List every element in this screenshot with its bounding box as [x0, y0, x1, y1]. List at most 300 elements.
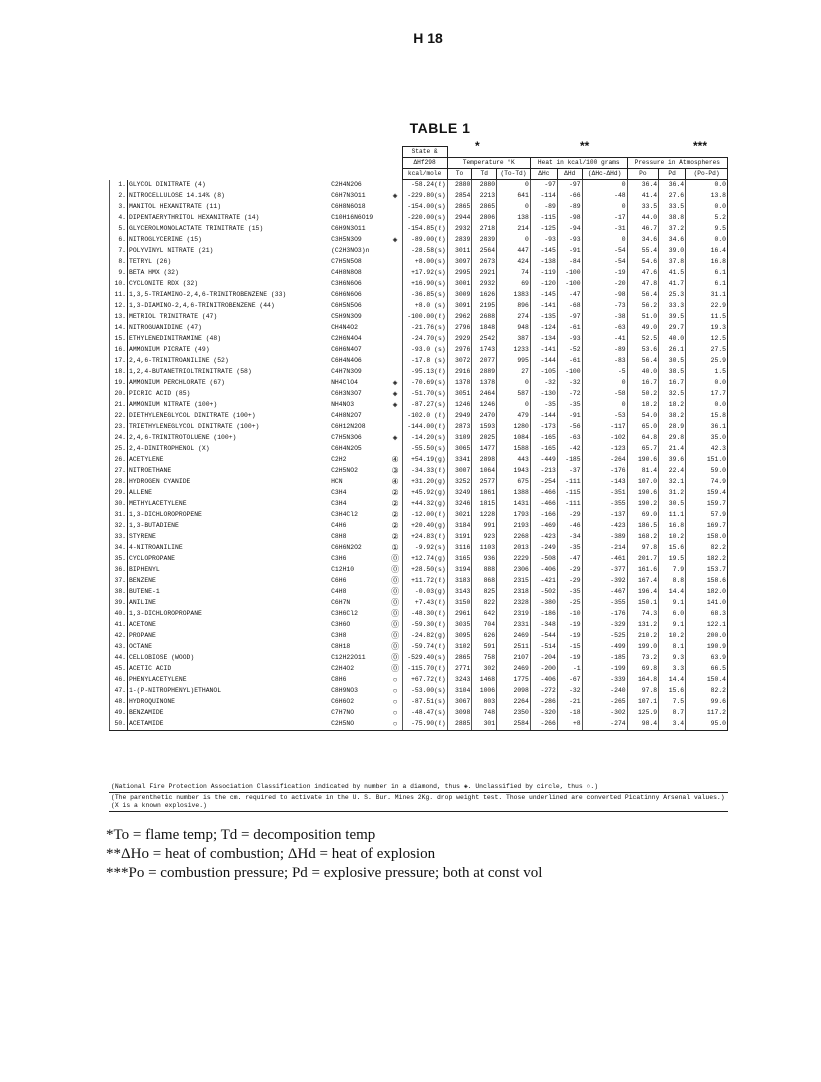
formula: C2H5NO2: [331, 467, 358, 475]
heat-of-combustion: -466: [530, 488, 557, 499]
row-number: 33.: [110, 532, 128, 543]
formula: C2H4O2: [331, 665, 355, 673]
combustion-pressure: 125.9: [627, 708, 659, 719]
explosive-pressure: 36.4: [659, 180, 686, 192]
heat-difference: -48: [582, 191, 627, 202]
decomposition-temp: 2921: [472, 268, 497, 279]
decomposition-temp: 1861: [472, 488, 497, 499]
heat-of-combustion: -406: [530, 565, 557, 576]
temp-difference: 2331: [497, 620, 531, 631]
heat-of-formation: +67.72(ℓ): [402, 675, 447, 686]
nfpa-class: ⓪: [391, 642, 400, 652]
table-title: TABLE 1: [409, 120, 471, 136]
compound-name: BENZENE: [128, 576, 331, 587]
combustion-pressure: 65.7: [627, 444, 659, 455]
decomposition-temp: 923: [472, 532, 497, 543]
heat-of-formation: -53.00(s): [402, 686, 447, 697]
nfpa-class: ②: [391, 510, 399, 520]
formula: NH4ClO4: [331, 379, 358, 387]
temp-difference: 1084: [497, 433, 531, 444]
row-number: 48.: [110, 697, 128, 708]
nfpa-class: ○: [389, 719, 403, 731]
row-number: 39.: [110, 598, 128, 609]
temp-difference: 0: [497, 378, 531, 389]
heat-difference: -355: [582, 598, 627, 609]
heat-of-formation: -100.00(ℓ): [402, 312, 447, 323]
heat-of-formation: -48.30(ℓ): [402, 609, 447, 620]
heat-of-explosion: -35: [557, 587, 582, 598]
formula: C5H9N3O9: [331, 313, 362, 321]
heat-difference: -525: [582, 631, 627, 642]
compound-name: OCTANE: [128, 642, 331, 653]
pressure-difference: 1.5: [686, 367, 728, 378]
explosive-pressure: 26.1: [659, 345, 686, 356]
heat-of-combustion: -141: [530, 345, 557, 356]
flame-temp: 2961: [447, 609, 472, 620]
compound-name: STYRENE: [128, 532, 331, 543]
pressure-difference: 5.2: [686, 213, 728, 224]
heat-of-formation: +17.92(s): [402, 268, 447, 279]
heat-of-formation: -14.20(s): [402, 433, 447, 444]
heat-difference: -389: [582, 532, 627, 543]
nfpa-class: [389, 268, 403, 279]
heat-of-combustion: -254: [530, 477, 557, 488]
compound-name: BENZAMIDE: [128, 708, 331, 719]
heat-difference: 0: [582, 400, 627, 411]
formula: C3H6N6O6: [331, 280, 362, 288]
combustion-pressure: 167.4: [627, 576, 659, 587]
temp-difference: 0: [497, 180, 531, 192]
explosive-pressure: 8.8: [659, 576, 686, 587]
temp-difference: 138: [497, 213, 531, 224]
decomposition-temp: 2880: [472, 180, 497, 192]
explosive-pressure: 28.9: [659, 422, 686, 433]
formula: C6H6N4O7: [331, 346, 362, 354]
compound-name: AMMONIUM PERCHLORATE (67): [128, 378, 331, 389]
nfpa-class: [389, 345, 403, 356]
nfpa-class: [389, 356, 403, 367]
heat-difference: -339: [582, 675, 627, 686]
heat-of-explosion: -32: [557, 378, 582, 389]
nfpa-class: ◈: [392, 433, 398, 443]
temp-difference: 2098: [497, 686, 531, 697]
heat-difference: -240: [582, 686, 627, 697]
formula: C6H6N2O2: [331, 544, 362, 552]
heat-difference: -264: [582, 455, 627, 466]
classification-note: (National Fire Protection Association Classification indicated by number in a diamond, thus ◈. Unclassified by circle, thus ○.): [109, 782, 728, 793]
formula: C12H22O11: [331, 654, 366, 662]
flame-temp: 3021: [447, 510, 472, 521]
nfpa-class: ②: [391, 499, 399, 509]
legend-line: *To = flame temp; Td = decomposition temp: [106, 827, 376, 843]
table-row: [110, 213, 728, 224]
compound-name: 1,3-DIAMINO-2,4,6-TRINITROBENZENE (44): [128, 301, 331, 312]
heat-of-combustion: -469: [530, 521, 557, 532]
decomposition-temp: 2932: [472, 279, 497, 290]
flame-temp: 2929: [447, 334, 472, 345]
heat-of-combustion: -423: [530, 532, 557, 543]
heat-of-explosion: -47: [557, 290, 582, 301]
flame-temp: 3102: [447, 642, 472, 653]
temp-difference: 1280: [497, 422, 531, 433]
heat-of-combustion: -97: [530, 180, 557, 192]
temp-difference: 2229: [497, 554, 531, 565]
heat-difference: -137: [582, 510, 627, 521]
explosive-pressure: 32.5: [659, 389, 686, 400]
heat-of-formation: -9.92(s): [402, 543, 447, 554]
flame-temp: 3194: [447, 565, 472, 576]
nfpa-class: ⓪: [391, 664, 400, 674]
nfpa-class: ○: [392, 697, 398, 707]
heat-of-formation: -34.33(ℓ): [402, 466, 447, 477]
heat-of-formation: -154.00(s): [402, 202, 447, 213]
nfpa-class: [389, 257, 403, 268]
compound-name: AMMONIUM NITRATE (100+): [128, 400, 331, 411]
explosive-pressure: 34.6: [659, 235, 686, 246]
heat-of-explosion: -66: [557, 191, 582, 202]
flame-temp: 1378: [447, 378, 472, 389]
heat-of-explosion: -29: [557, 510, 582, 521]
heat-difference: -143: [582, 477, 627, 488]
table-row: [110, 675, 728, 686]
row-number: 38.: [110, 587, 128, 598]
decomposition-temp: 2464: [472, 389, 497, 400]
flame-temp: 2865: [447, 653, 472, 664]
compound-name: TETRYL (26): [128, 257, 331, 268]
table-row: [110, 356, 728, 367]
temp-difference: 1233: [497, 345, 531, 356]
heat-of-combustion: -466: [530, 499, 557, 510]
heat-of-combustion: -266: [530, 719, 557, 731]
heat-of-explosion: -115: [557, 488, 582, 499]
explosive-pressure: 38.8: [659, 213, 686, 224]
nfpa-class: [389, 334, 403, 345]
nfpa-class: ◈: [392, 400, 398, 410]
table-notes: [109, 782, 728, 812]
pressure-difference: 9.5: [686, 224, 728, 235]
row-number: 49.: [110, 708, 128, 719]
heat-of-combustion: -144: [530, 411, 557, 422]
temp-difference: 2107: [497, 653, 531, 664]
combustion-pressure: 150.1: [627, 598, 659, 609]
row-number: 45.: [110, 664, 128, 675]
pressure-difference: 0.0: [686, 180, 728, 192]
explosive-pressure: 3.4: [659, 719, 686, 731]
table-body: [110, 180, 728, 731]
pressure-difference: 169.7: [686, 521, 728, 532]
heat-of-formation: -55.50(s): [402, 444, 447, 455]
table-row: [110, 301, 728, 312]
nfpa-class: ⓪: [391, 609, 400, 619]
combustion-pressure: 53.6: [627, 345, 659, 356]
decomposition-temp: 1477: [472, 444, 497, 455]
compound-name: AMMONIUM PICRATE (49): [128, 345, 331, 356]
explosive-pressure: 33.5: [659, 202, 686, 213]
heat-of-explosion: -61: [557, 323, 582, 334]
nfpa-class: ②: [391, 488, 399, 498]
pressure-difference: 0.0: [686, 378, 728, 389]
flame-temp: 2885: [447, 719, 472, 731]
heat-of-formation: -24.82(g): [402, 631, 447, 642]
heat-of-explosion: -29: [557, 576, 582, 587]
heat-difference: -73: [582, 301, 627, 312]
col-header: (ΔHc-ΔHd): [582, 169, 627, 180]
heat-of-explosion: -19: [557, 653, 582, 664]
formula: C2H4N2O6: [331, 181, 362, 189]
heat-difference: -63: [582, 323, 627, 334]
row-number: 37.: [110, 576, 128, 587]
flame-temp: 1246: [447, 400, 472, 411]
combustion-pressure: 36.4: [627, 180, 659, 192]
flame-temp: 3072: [447, 356, 472, 367]
formula: C3H6O: [331, 621, 351, 629]
heat-of-explosion: -35: [557, 543, 582, 554]
pressure-difference: 13.8: [686, 191, 728, 202]
nfpa-class: [389, 224, 403, 235]
table-row: [110, 631, 728, 642]
decomposition-temp: 1815: [472, 499, 497, 510]
formula: C3H6Cl2: [331, 610, 358, 618]
row-number: 20.: [110, 389, 128, 400]
pressure-difference: 150.4: [686, 675, 728, 686]
heat-of-explosion: -10: [557, 609, 582, 620]
pressure-difference: 159.7: [686, 499, 728, 510]
pressure-difference: 57.9: [686, 510, 728, 521]
pressure-difference: 19.3: [686, 323, 728, 334]
flame-temp: 3191: [447, 532, 472, 543]
decomposition-temp: 2213: [472, 191, 497, 202]
heat-of-combustion: -272: [530, 686, 557, 697]
temp-difference: 2306: [497, 565, 531, 576]
explosive-pressure: 40.0: [659, 334, 686, 345]
combustion-pressure: 161.6: [627, 565, 659, 576]
row-number: 2.: [110, 191, 128, 202]
temp-difference: 0: [497, 400, 531, 411]
col-header: ΔHc: [530, 169, 557, 180]
heat-of-formation: -70.69(s): [402, 378, 447, 389]
formula: C2H5NO: [330, 719, 389, 731]
heat-of-formation: -75.90(ℓ): [402, 719, 447, 731]
heat-of-combustion: -32: [530, 378, 557, 389]
combustion-pressure: 69.8: [627, 664, 659, 675]
row-number: 40.: [110, 609, 128, 620]
explosive-pressure: 32.1: [659, 477, 686, 488]
nfpa-class: [389, 301, 403, 312]
heat-group-header: Heat in kcal/100 grams: [530, 158, 627, 169]
table-row: [110, 686, 728, 697]
table-row: [110, 521, 728, 532]
flame-temp: 2916: [447, 367, 472, 378]
table-row: [110, 477, 728, 488]
heat-of-formation: +8.00(s): [402, 257, 447, 268]
formula: C3H8: [331, 632, 347, 640]
decomposition-temp: 936: [472, 554, 497, 565]
nfpa-class: ②: [391, 521, 399, 531]
decomposition-temp: 2195: [472, 301, 497, 312]
decomposition-temp: 825: [472, 587, 497, 598]
combustion-pressure: 97.8: [627, 686, 659, 697]
explosive-pressure: 9.3: [659, 653, 686, 664]
row-number: 41.: [110, 620, 128, 631]
combustion-pressure: 73.2: [627, 653, 659, 664]
pressure-difference: 15.8: [686, 411, 728, 422]
heat-of-explosion: -98: [557, 213, 582, 224]
table-row: [110, 191, 728, 202]
heat-of-combustion: -115: [530, 213, 557, 224]
table-row: [110, 246, 728, 257]
heat-of-explosion: -67: [557, 675, 582, 686]
decomposition-temp: 1228: [472, 510, 497, 521]
heat-of-combustion: -348: [530, 620, 557, 631]
row-number: 15.: [110, 334, 128, 345]
compound-name: 1-(P-NITROPHENYL)ETHANOL: [128, 686, 331, 697]
explosive-pressure: 41.5: [659, 268, 686, 279]
table-row: [110, 367, 728, 378]
flame-temp: 3183: [447, 576, 472, 587]
row-number: 43.: [110, 642, 128, 653]
formula: C4H7N3O9: [331, 368, 362, 376]
temp-difference: 2584: [497, 719, 531, 731]
pressure-difference: 17.7: [686, 389, 728, 400]
heat-of-explosion: -46: [557, 521, 582, 532]
heat-of-explosion: -111: [557, 477, 582, 488]
pressure-difference: 182.0: [686, 587, 728, 598]
decomposition-temp: 2077: [472, 356, 497, 367]
combustion-pressure: 65.0: [627, 422, 659, 433]
compound-name: DIETHYLENEGLYCOL DINITRATE (100+): [128, 411, 331, 422]
flame-temp: 3097: [447, 257, 472, 268]
heat-difference: -423: [582, 521, 627, 532]
formula: HCN: [331, 478, 343, 486]
compound-name: ACETIC ACID: [128, 664, 331, 675]
combustion-pressure: 51.0: [627, 312, 659, 323]
combustion-pressure: 190.2: [627, 499, 659, 510]
combustion-pressure: 46.7: [627, 224, 659, 235]
heat-difference: -302: [582, 708, 627, 719]
heat-of-explosion: -42: [557, 444, 582, 455]
row-number: 14.: [110, 323, 128, 334]
heat-of-combustion: -502: [530, 587, 557, 598]
pressure-difference: 0.0: [686, 202, 728, 213]
decomposition-temp: 822: [472, 598, 497, 609]
decomposition-temp: 1064: [472, 466, 497, 477]
col-header: Td: [472, 169, 497, 180]
row-number: 29.: [110, 488, 128, 499]
heat-difference: -461: [582, 554, 627, 565]
flame-temp: 2865: [447, 202, 472, 213]
temp-difference: 2193: [497, 521, 531, 532]
nfpa-class: ◈: [392, 389, 398, 399]
row-number: 11.: [110, 290, 128, 301]
compound-name: POLYVINYL NITRATE (21): [128, 246, 331, 257]
formula: C6H4N2O5: [331, 445, 362, 453]
formula: C6H6: [331, 577, 347, 585]
flame-temp: 2771: [447, 664, 472, 675]
explosive-pressure: 3.3: [659, 664, 686, 675]
heat-of-explosion: -97: [557, 312, 582, 323]
combustion-pressure: 186.5: [627, 521, 659, 532]
temp-difference: 2469: [497, 631, 531, 642]
compound-name: GLYCEROLMONOLACTATE TRINITRATE (15): [128, 224, 331, 235]
heat-difference: -377: [582, 565, 627, 576]
table-row: [110, 378, 728, 389]
compound-name: METHYLACETYLENE: [128, 499, 331, 510]
nfpa-class: ⓪: [391, 598, 400, 608]
col-header: ΔHd: [557, 169, 582, 180]
heat-of-formation: -0.03(g): [402, 587, 447, 598]
explosive-pressure: 9.1: [659, 620, 686, 631]
heat-of-formation: -12.00(ℓ): [402, 510, 447, 521]
table-row: [110, 290, 728, 301]
flame-temp: 3165: [447, 554, 472, 565]
nfpa-class: [389, 202, 403, 213]
heat-difference: -54: [582, 246, 627, 257]
explosive-pressure: 33.3: [659, 301, 686, 312]
combustion-pressure: 50.2: [627, 389, 659, 400]
temp-difference: 1943: [497, 466, 531, 477]
table-row: [110, 587, 728, 598]
pressure-difference: 0.0: [686, 235, 728, 246]
row-number: 23.: [110, 422, 128, 433]
pressure-difference: 141.0: [686, 598, 728, 609]
flame-temp: 2880: [447, 180, 472, 192]
flame-temp: 3109: [447, 433, 472, 444]
compound-name: NITROETHANE: [128, 466, 331, 477]
properties-table: [109, 146, 728, 731]
flame-temp: 3143: [447, 587, 472, 598]
row-number: 46.: [110, 675, 128, 686]
formula: C6H12N2O8: [331, 423, 366, 431]
explosive-pressure: 39.6: [659, 455, 686, 466]
temp-difference: 1383: [497, 290, 531, 301]
decomposition-temp: 2564: [472, 246, 497, 257]
explosive-pressure: 16.7: [659, 378, 686, 389]
explosive-pressure: 22.4: [659, 466, 686, 477]
combustion-pressure: 210.2: [627, 631, 659, 642]
pressure-difference: 82.2: [686, 543, 728, 554]
table-row: [110, 653, 728, 664]
row-number: 30.: [110, 499, 128, 510]
heat-of-combustion: -421: [530, 576, 557, 587]
temp-difference: 387: [497, 334, 531, 345]
temp-difference: 896: [497, 301, 531, 312]
heat-of-combustion: -200: [530, 664, 557, 675]
heat-of-explosion: -93: [557, 334, 582, 345]
combustion-pressure: 164.8: [627, 675, 659, 686]
heat-of-combustion: -134: [530, 334, 557, 345]
heat-of-formation: -17.8 (s): [402, 356, 447, 367]
explosive-pressure: 15.6: [659, 686, 686, 697]
table-row: [110, 400, 728, 411]
flame-temp: 2995: [447, 268, 472, 279]
heat-of-formation: -87.27(s): [402, 400, 447, 411]
nfpa-class: [389, 312, 403, 323]
pressure-difference: 6.1: [686, 279, 728, 290]
legend-line: ***Po = combustion pressure; Pd = explosive pressure; both at const vol: [106, 865, 543, 881]
temp-difference: 1775: [497, 675, 531, 686]
row-number: 10.: [110, 279, 128, 290]
combustion-pressure: 168.2: [627, 532, 659, 543]
nfpa-class: ⓪: [391, 620, 400, 630]
legend-line: **ΔHo = heat of combustion; ΔHd = heat of explosion: [106, 846, 436, 862]
pressure-difference: 16.8: [686, 257, 728, 268]
formula: C6H9N3O11: [331, 225, 366, 233]
heat-of-formation: -115.70(ℓ): [402, 664, 447, 675]
explosive-pressure: 30.5: [659, 356, 686, 367]
decomposition-temp: 2718: [472, 224, 497, 235]
nfpa-class: [389, 290, 403, 301]
formula: C6H8N6O18: [331, 203, 366, 211]
